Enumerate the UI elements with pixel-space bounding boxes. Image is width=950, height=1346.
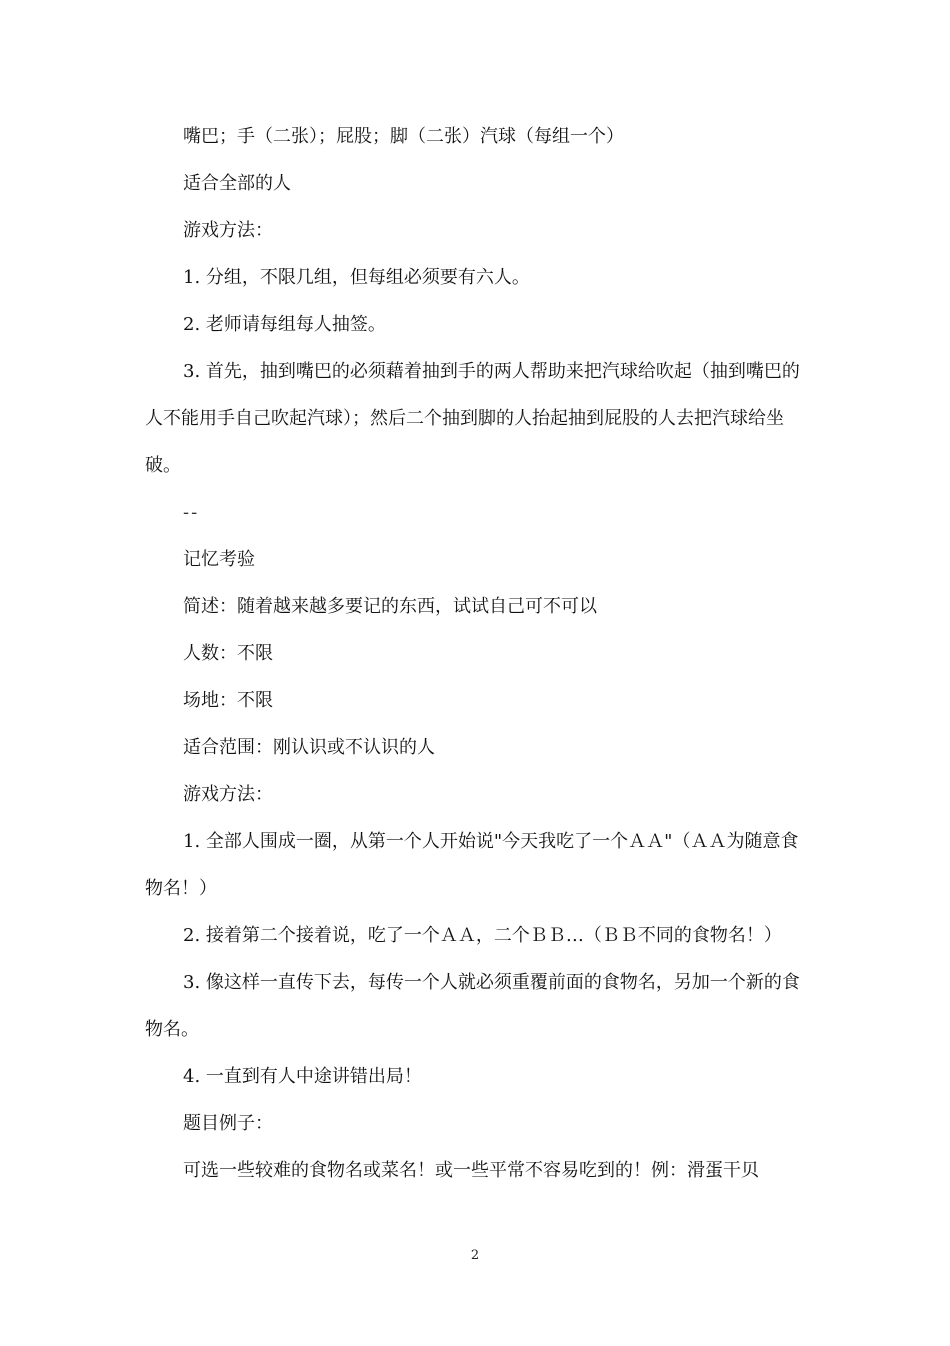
paragraph-method-heading: 游戏方法： [183, 220, 273, 241]
document-body [145, 113, 810, 1194]
paragraph-memory-step-4: 4. 一直到有人中途讲错出局！ [183, 1066, 422, 1087]
paragraph-venue: 场地：不限 [183, 690, 273, 711]
paragraph-step-1: 1. 分组，不限几组，但每组必须要有六人。 [183, 267, 530, 288]
paragraph-materials: 嘴巴；手（二张）；屁股；脚（二张）汽球（每组一个） [183, 126, 624, 147]
paragraph-examples: 可选一些较难的食物名或菜名！或一些平常不容易吃到的！例：滑蛋干贝 [183, 1160, 759, 1181]
paragraph-step-3: 3. 首先，抽到嘴巴的必须藉着抽到手的两人帮助来把汽球给吹起（抽到嘴巴的人不能用手自己吹起汽球）；然后二个抽到脚的人抬起抽到屁股的人去把汽球给坐破。 [145, 361, 800, 476]
paragraph-players: 人数：不限 [183, 643, 273, 664]
paragraph-step-2: 2. 老师请每组每人抽签。 [183, 314, 386, 335]
paragraph-summary: 简述：随着越来越多要记的东西，试试自己可不可以 [183, 596, 597, 617]
section-title-memory-test: 记忆考验 [183, 549, 255, 570]
paragraph-memory-step-1: 1. 全部人围成一圈，从第一个人开始说"今天我吃了一个ＡＡ"（ＡＡ为随意食物名！） [145, 831, 799, 899]
page-number: 2 [470, 1248, 480, 1263]
paragraph-memory-step-2: 2. 接着第二个接着说，吃了一个ＡＡ，二个ＢＢ…（ＢＢ不同的食物名！） [183, 925, 782, 946]
section-separator: -- [183, 502, 200, 523]
paragraph-method-heading-2: 游戏方法： [183, 784, 273, 805]
paragraph-examples-heading: 题目例子： [183, 1113, 273, 1134]
paragraph-scope: 适合范围：刚认识或不认识的人 [183, 737, 435, 758]
paragraph-memory-step-3: 3. 像这样一直传下去，每传一个人就必须重覆前面的食物名，另加一个新的食物名。 [145, 972, 800, 1040]
paragraph-audience: 适合全部的人 [183, 173, 291, 194]
